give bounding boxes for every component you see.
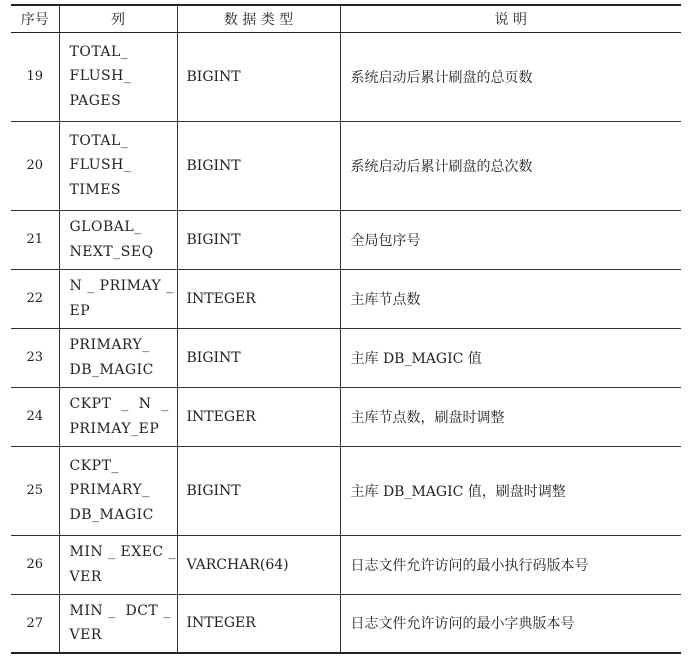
- row-seq: 27: [11, 594, 59, 653]
- column-name-line: FLUSH_: [69, 68, 132, 85]
- column-name-line: PRIMARY_: [69, 482, 150, 499]
- row-data-type: BIGINT: [177, 32, 340, 121]
- column-name-line: PRIMARY_: [69, 337, 150, 353]
- table-row: [11, 32, 681, 121]
- row-data-type: INTEGER: [177, 269, 340, 328]
- header-seq: 序号: [11, 5, 59, 32]
- row-data-type: INTEGER: [177, 594, 340, 653]
- column-name-line: TOTAL_: [69, 43, 129, 60]
- row-data-type: BIGINT: [177, 328, 340, 387]
- table-row: [11, 210, 681, 269]
- row-seq: 23: [11, 328, 59, 387]
- column-name-line: N _ PRIMAY _: [69, 278, 174, 294]
- row-column-name: [59, 594, 177, 653]
- row-seq: 25: [11, 446, 59, 535]
- column-name-line: PRIMAY_EP: [69, 420, 160, 437]
- column-name-line: DB_MAGIC: [69, 506, 154, 523]
- row-seq: 24: [11, 387, 59, 446]
- row-data-type: BIGINT: [177, 210, 340, 269]
- column-name-line: GLOBAL_: [69, 219, 142, 235]
- row-description: 主库 DB_MAGIC 值，刷盘时调整: [340, 446, 681, 535]
- table-row: [11, 269, 681, 328]
- column-name-line: FLUSH_: [69, 157, 132, 174]
- row-column-name: [59, 269, 177, 328]
- row-column-name: [59, 328, 177, 387]
- column-name-line: CKPT_: [69, 457, 119, 474]
- column-name-line: CKPT _ N _: [69, 396, 169, 412]
- row-data-type: VARCHAR(64): [177, 535, 340, 594]
- row-column-name: [59, 32, 177, 121]
- column-name-line: VER: [69, 627, 102, 644]
- header-desc: 说 明: [340, 5, 681, 32]
- table-row: [11, 328, 681, 387]
- data-dictionary-table-container: [11, 4, 681, 654]
- row-description: 主库节点数: [340, 269, 681, 328]
- row-seq: 21: [11, 210, 59, 269]
- row-seq: 19: [11, 32, 59, 121]
- row-description: 日志文件允许访问的最小执行码版本号: [340, 535, 681, 594]
- table-row: [11, 446, 681, 535]
- column-name-line: TIMES: [69, 181, 122, 198]
- table-header-row: [11, 5, 681, 32]
- column-name-line: NEXT_SEQ: [69, 243, 154, 260]
- row-seq: 20: [11, 121, 59, 210]
- row-data-type: BIGINT: [177, 121, 340, 210]
- table-row: [11, 121, 681, 210]
- row-description: 主库节点数，刷盘时调整: [340, 387, 681, 446]
- row-column-name: [59, 210, 177, 269]
- column-name-line: TOTAL_: [69, 132, 129, 149]
- row-column-name: [59, 535, 177, 594]
- row-description: 系统启动后累计刷盘的总页数: [340, 32, 681, 121]
- data-dictionary-table: [11, 4, 681, 654]
- row-description: 主库 DB_MAGIC 值: [340, 328, 681, 387]
- row-description: 全局包序号: [340, 210, 681, 269]
- column-name-line: PAGES: [69, 92, 122, 109]
- table-row: [11, 535, 681, 594]
- header-column: 列: [59, 5, 177, 32]
- column-name-line: EP: [69, 302, 91, 319]
- row-description: 系统启动后累计刷盘的总次数: [340, 121, 681, 210]
- column-name-line: MIN _ DCT _: [69, 602, 171, 619]
- table-row: [11, 387, 681, 446]
- row-seq: 26: [11, 535, 59, 594]
- row-description: 日志文件允许访问的最小字典版本号: [340, 594, 681, 653]
- column-name-line: VER: [69, 568, 102, 585]
- table-row: [11, 594, 681, 653]
- table-body: [11, 32, 681, 653]
- column-name-line: MIN _ EXEC _: [69, 544, 177, 560]
- row-column-name: [59, 387, 177, 446]
- header-type: 数 据 类 型: [177, 5, 340, 32]
- row-data-type: BIGINT: [177, 446, 340, 535]
- column-name-line: DB_MAGIC: [69, 361, 154, 378]
- row-column-name: [59, 446, 177, 535]
- row-seq: 22: [11, 269, 59, 328]
- row-data-type: INTEGER: [177, 387, 340, 446]
- row-column-name: [59, 121, 177, 210]
